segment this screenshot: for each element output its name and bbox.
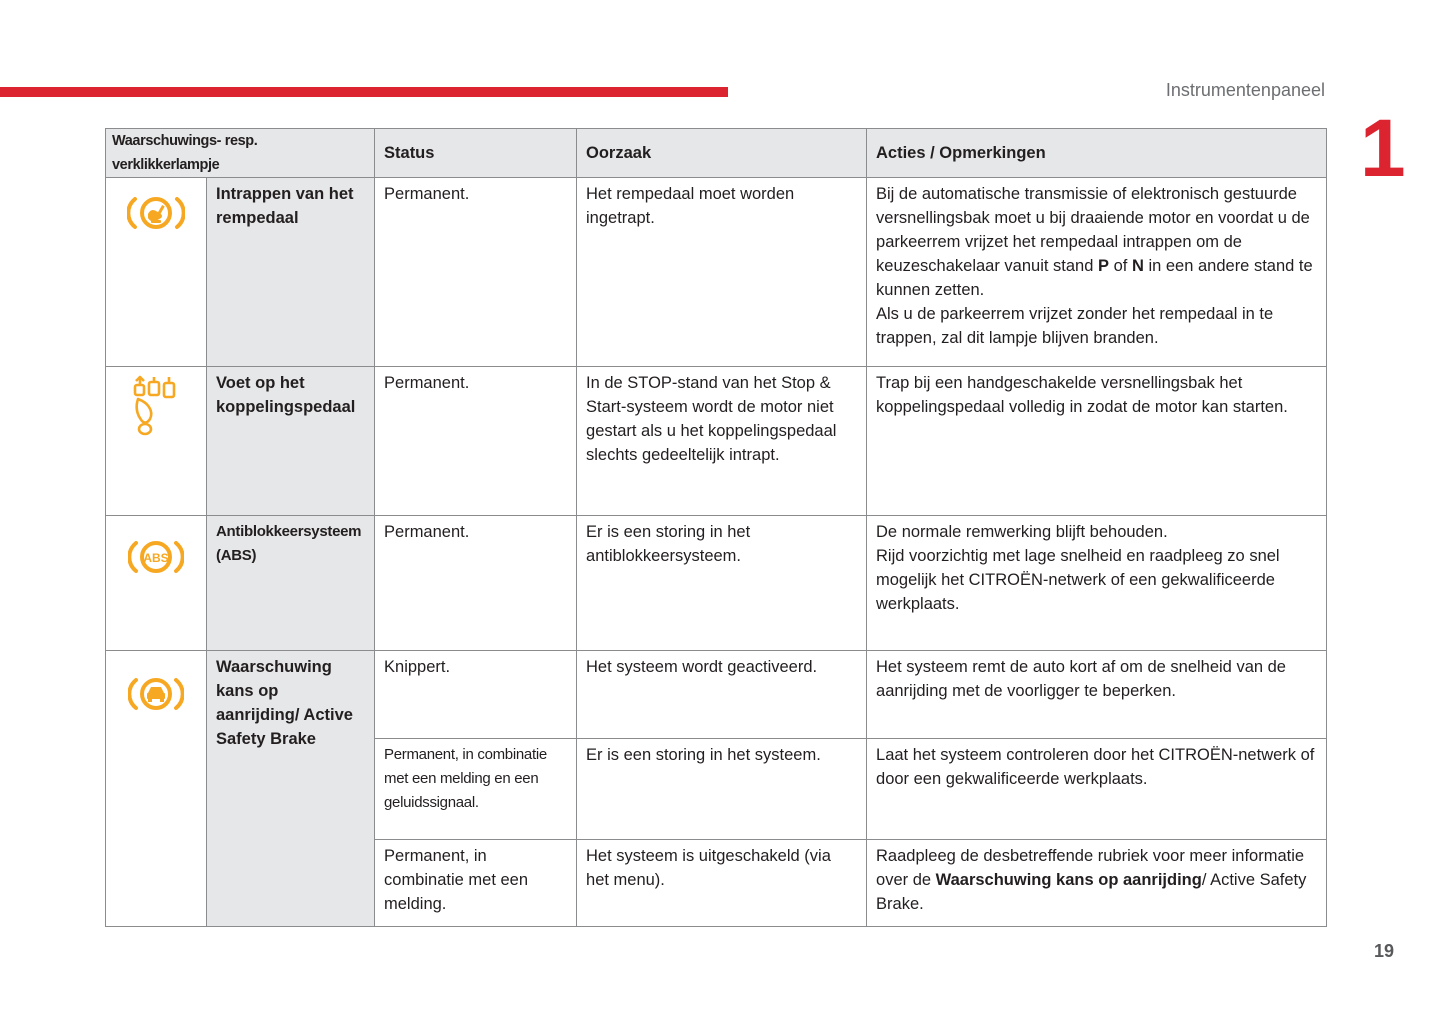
page-number: 19 xyxy=(1374,941,1395,961)
action-cell: Raadpleeg de desbetreffende rubriek voor meer informatie over de Waarschuwing kans op aanrijding/ Active Safety Brake. xyxy=(867,840,1327,927)
column-header-lamp: Waarschuwings- resp. verklikkerlampje xyxy=(106,129,375,178)
cause-cell: Het rempedaal moet worden ingetrapt. xyxy=(577,178,867,367)
action-cell: Trap bij een handgeschakelde versnellingsbak het koppelingspedaal volledig in zodat de motor kan starten. xyxy=(867,367,1327,516)
abs-icon-text: ABS xyxy=(143,551,169,565)
cause-cell: In de STOP-stand van het Stop & Start-systeem wordt de motor niet gestart als u het koppelingspedaal slechts gedeeltelijk intrapt. xyxy=(577,367,867,516)
status-cell: Permanent. xyxy=(375,367,577,516)
action-cell: Het systeem remt de auto kort af om de snelheid van de aanrijding met de voorligger te beperken. xyxy=(867,651,1327,739)
brake-pedal-warning-icon xyxy=(127,190,185,236)
lamp-label: Waarschuwing kans op aanrijding/ Active Safety Brake xyxy=(207,651,375,927)
status-cell: Knippert. xyxy=(375,651,577,739)
cause-cell: Er is een storing in het antiblokkeersysteem. xyxy=(577,516,867,651)
accent-bar xyxy=(0,87,728,97)
lamp-label: Antiblokkeersysteem (ABS) xyxy=(207,516,375,651)
cause-cell: Het systeem wordt geactiveerd. xyxy=(577,651,867,739)
abs-warning-icon xyxy=(128,534,184,580)
warning-lights-table xyxy=(105,128,1327,927)
chapter-number: 1 xyxy=(1360,103,1406,194)
status-cell: Permanent. xyxy=(375,516,577,651)
lamp-label: Intrappen van het rempedaal xyxy=(207,178,375,367)
section-title: Instrumentenpaneel xyxy=(1165,80,1325,100)
column-header-actions: Acties / Opmerkingen xyxy=(867,129,1327,178)
collision-warning-icon xyxy=(128,671,184,717)
icon-cell xyxy=(106,367,207,516)
cause-cell: Het systeem is uitgeschakeld (via het menu). xyxy=(577,840,867,927)
status-cell: Permanent, in combinatie met een melding en een geluidssignaal. xyxy=(375,739,577,840)
table-row xyxy=(106,178,1327,367)
cause-cell: Er is een storing in het systeem. xyxy=(577,739,867,840)
column-header-cause: Oorzaak xyxy=(577,129,867,178)
action-cell: Bij de automatische transmissie of elektronisch gestuurde versnellingsbak moet u bij draaiende motor en voordat u de parkeerrem vrijzet het rempedaal intrappen om de keuzeschakelaar vanuit stand P of N in een andere stand te kunnen zetten. Als u de parkeerrem vrijzet zonder het rempedaal in te trappen, zal dit lampje blijven branden. xyxy=(867,178,1327,367)
icon-cell xyxy=(106,178,207,367)
foot-on-clutch-icon xyxy=(130,373,182,437)
action-cell: De normale remwerking blijft behouden. Rijd voorzichtig met lage snelheid en raadpleeg zo snel mogelijk het CITROËN-netwerk of een gekwalificeerde werkplaats. xyxy=(867,516,1327,651)
column-header-status: Status xyxy=(375,129,577,178)
lamp-label: Voet op het koppelingspedaal xyxy=(207,367,375,516)
table-row xyxy=(106,651,1327,739)
table-row xyxy=(106,516,1327,651)
status-cell: Permanent. xyxy=(375,178,577,367)
icon-cell xyxy=(106,651,207,927)
table-header-row xyxy=(106,129,1327,178)
action-cell: Laat het systeem controleren door het CITROËN-netwerk of door een gekwalificeerde werkplaats. xyxy=(867,739,1327,840)
status-cell: Permanent, in combinatie met een melding. xyxy=(375,840,577,927)
icon-cell xyxy=(106,516,207,651)
table-row xyxy=(106,367,1327,516)
